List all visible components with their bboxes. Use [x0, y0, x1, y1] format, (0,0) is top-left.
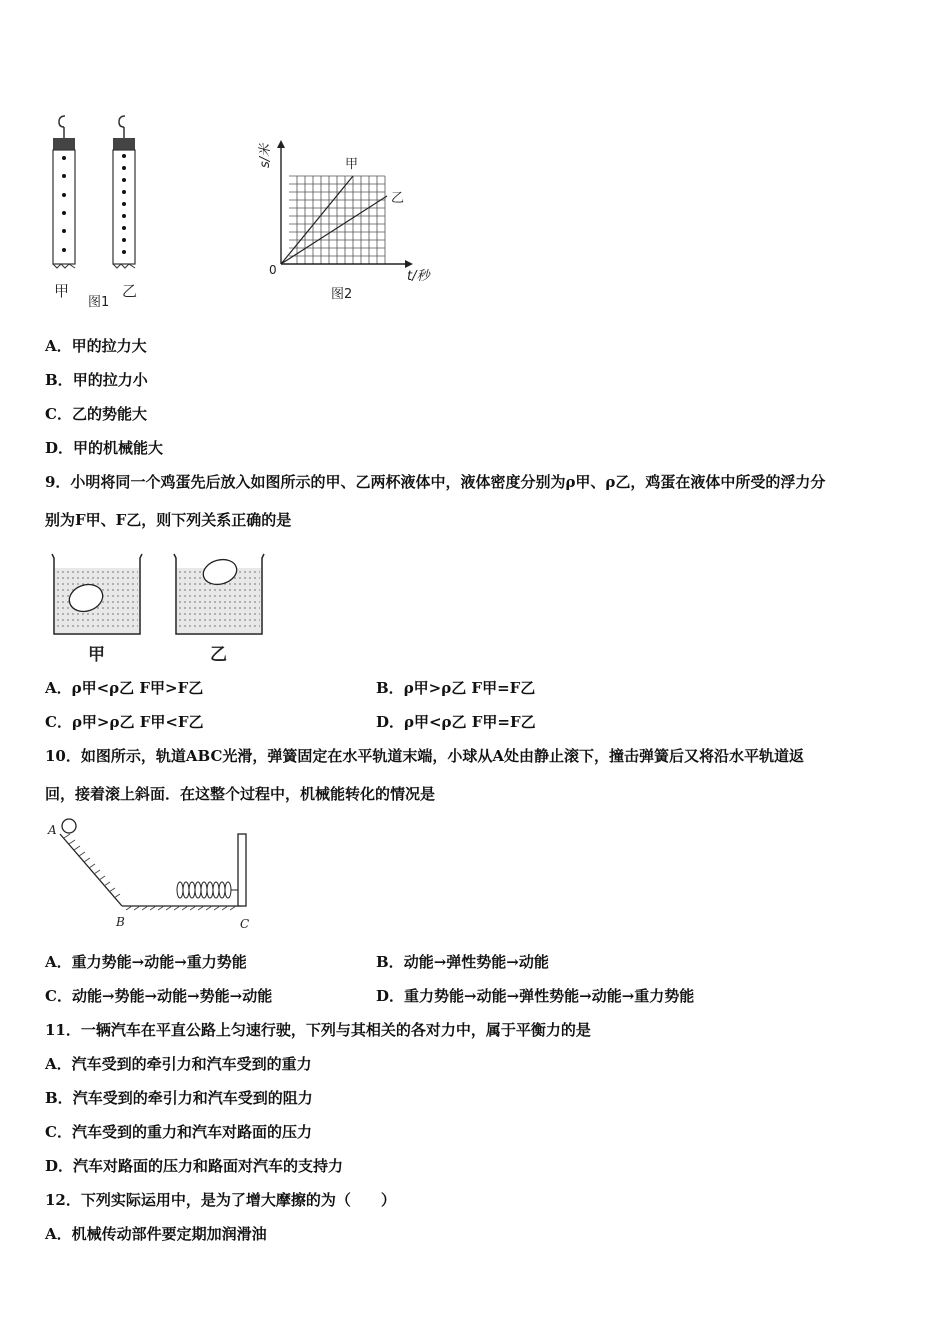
tape-dot — [122, 202, 126, 206]
q10-option-a[interactable]: A．重力势能→动能→重力势能 — [45, 953, 247, 971]
q10-figure — [42, 814, 262, 936]
fig1-label-yi: 乙 — [122, 282, 138, 300]
q10-option-c[interactable]: C．动能→势能→动能→势能→动能 — [45, 987, 273, 1005]
label-c: C — [240, 917, 250, 931]
fig1-label-jia: 甲 — [54, 282, 70, 300]
label-a: A — [48, 823, 57, 837]
tape-dot — [122, 214, 126, 218]
tape-dot — [122, 238, 126, 242]
q11-option-d[interactable]: D．汽车对路面的压力和路面对汽车的支持力 — [45, 1157, 344, 1175]
q10-option-b[interactable]: B．动能→弹性势能→动能 — [376, 953, 549, 971]
tape-dot — [122, 166, 126, 170]
origin-label: 0 — [269, 263, 277, 277]
q9-option-c[interactable]: C．ρ甲>ρ乙 F甲<F乙 — [45, 713, 204, 731]
tape-dot — [62, 174, 66, 178]
fig1-caption: 图1 — [88, 295, 110, 310]
label-jia: 甲 — [345, 157, 359, 172]
q11-option-b[interactable]: B．汽车受到的牵引力和汽车受到的阻力 — [45, 1089, 313, 1107]
tape-dot — [62, 193, 66, 197]
tape-dot — [122, 178, 126, 182]
fig2-caption: 图2 — [331, 287, 353, 302]
q8-option-d[interactable]: D．甲的机械能大 — [45, 439, 164, 457]
q9-option-d[interactable]: D．ρ甲<ρ乙 F甲=F乙 — [376, 713, 536, 731]
tape-dot — [122, 226, 126, 230]
q9-option-a[interactable]: A．ρ甲<ρ乙 F甲>F乙 — [45, 679, 204, 697]
tape-dot — [122, 190, 126, 194]
tape-dot — [62, 229, 66, 233]
q11-option-a[interactable]: A．汽车受到的牵引力和汽车受到的重力 — [45, 1055, 312, 1073]
q12-stem: 12．下列实际运用中，是为了增大摩擦的为（ ） — [45, 1191, 396, 1209]
q8-option-a[interactable]: A．甲的拉力大 — [45, 337, 147, 355]
tape-dot — [122, 154, 126, 158]
tape-dot — [62, 156, 66, 160]
q9-stem-line1: 9．小明将同一个鸡蛋先后放入如图所示的甲、乙两杯液体中，液体密度分别为ρ甲、ρ乙，鸡蛋在液体中所受的浮力分 — [45, 473, 826, 491]
line-jia — [281, 176, 353, 264]
tape-dot — [62, 248, 66, 252]
tape-dot — [62, 211, 66, 215]
x-axis-label: t/秒 — [407, 269, 430, 284]
q8-option-b[interactable]: B．甲的拉力小 — [45, 371, 148, 389]
q11-option-c[interactable]: C．汽车受到的重力和汽车对路面的压力 — [45, 1123, 312, 1141]
q10-stem-line1: 10．如图所示，轨道ABC光滑，弹簧固定在水平轨道末端，小球从A处由静止滚下，撞击弹簧后又将沿水平轨道返 — [45, 747, 805, 765]
label-b: B — [116, 915, 125, 929]
q9-option-b[interactable]: B．ρ甲>ρ乙 F甲=F乙 — [376, 679, 536, 697]
y-axis-label: s/米 — [258, 143, 273, 168]
q8-option-c[interactable]: C．乙的势能大 — [45, 405, 147, 423]
q11-stem: 11．一辆汽车在平直公路上匀速行驶，下列与其相关的各对力中，属于平衡力的是 — [45, 1021, 591, 1039]
ball — [62, 819, 76, 833]
tape-dot — [122, 250, 126, 254]
q10-stem-line2: 回，接着滚上斜面．在这整个过程中，机械能转化的情况是 — [45, 785, 436, 803]
q10-option-d[interactable]: D．重力势能→动能→弹性势能→动能→重力势能 — [376, 987, 695, 1005]
figure-2 — [255, 136, 445, 306]
q9-figure — [44, 548, 274, 668]
q9-stem-line2: 别为F甲、F乙，则下列关系正确的是 — [45, 511, 292, 529]
beaker-jia-label: 甲 — [88, 645, 105, 665]
figure-1 — [40, 112, 160, 312]
q12-option-a[interactable]: A．机械传动部件要定期加润滑油 — [45, 1225, 267, 1243]
beaker-yi-label: 乙 — [210, 645, 227, 665]
label-yi: 乙 — [391, 191, 405, 206]
